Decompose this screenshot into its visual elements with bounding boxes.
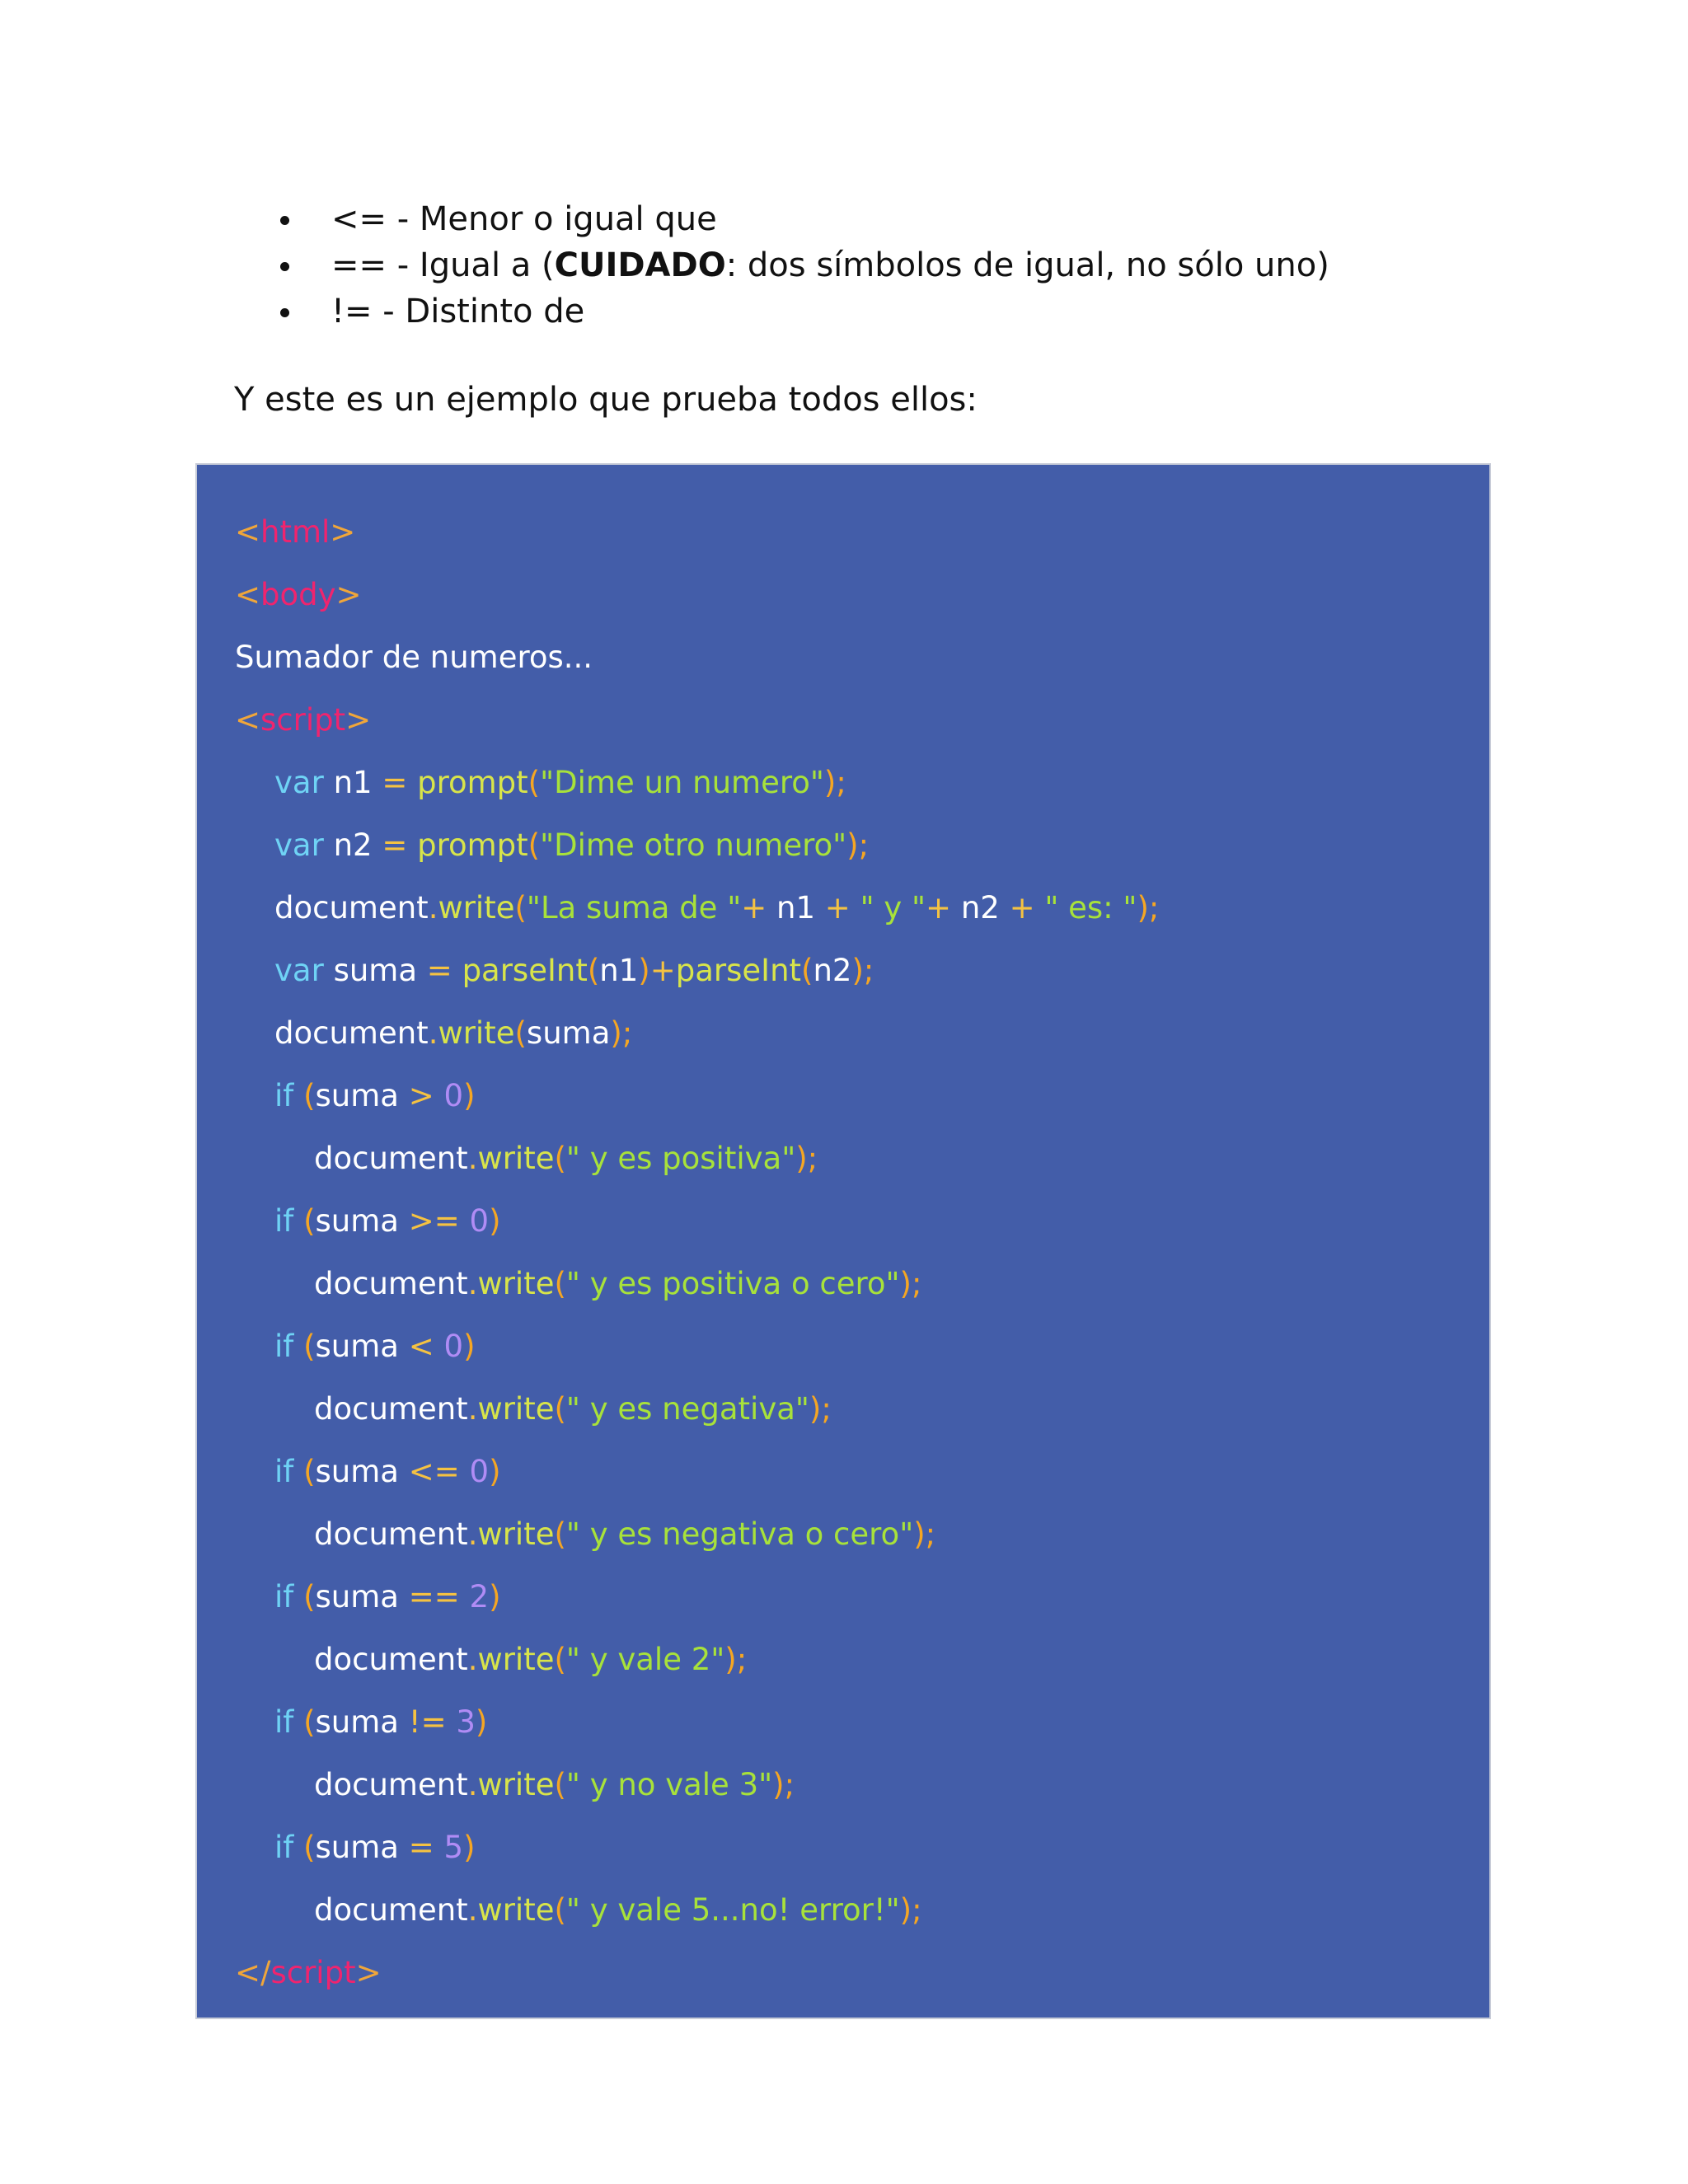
code-line-body-open: <body> (235, 577, 362, 612)
code-line-write-msg: document.write(" y vale 2"); (314, 1642, 748, 1677)
code-line-if: if (suma <= 0) (274, 1454, 501, 1489)
code-line-if: if (suma > 0) (274, 1078, 476, 1113)
code-line-script-close: </script> (235, 1955, 382, 1990)
code-line-script-open: <script> (235, 702, 372, 738)
code-line-write-msg: document.write(" y es positiva"); (314, 1141, 818, 1176)
code-line-if: if (suma >= 0) (274, 1203, 501, 1239)
code-line-write-msg: document.write(" y es positiva o cero"); (314, 1266, 922, 1301)
code-line-write-msg: document.write(" y no vale 3"); (314, 1767, 795, 1802)
code-line-var-n1: var n1 = prompt("Dime un numero"); (274, 765, 846, 800)
code-line-if: if (suma < 0) (274, 1329, 476, 1364)
code-example-block (195, 463, 1491, 2019)
operator-list (280, 196, 1329, 335)
code-line-var-n2: var n2 = prompt("Dime otro numero"); (274, 827, 870, 863)
list-item: <= - Menor o igual que (280, 196, 1329, 242)
code-line-if: if (suma != 3) (274, 1704, 488, 1740)
code-line-write-msg: document.write(" y es negativa"); (314, 1391, 832, 1427)
list-item: != - Distinto de (280, 288, 1329, 335)
code-line-if: if (suma == 2) (274, 1579, 501, 1615)
example-intro: Y este es un ejemplo que prueba todos ellos: (234, 381, 978, 419)
list-item: == - Igual a (CUIDADO: dos símbolos de igual, no sólo uno) (280, 242, 1329, 288)
warning-emphasis: CUIDADO (554, 246, 726, 284)
code-line-write-msg: document.write(" y es negativa o cero"); (314, 1516, 936, 1552)
code-line-write-suma: document.write(suma); (274, 1015, 633, 1051)
bullet-icon (280, 308, 289, 317)
code-line-plain-text: Sumador de numeros... (235, 640, 593, 675)
code-line-if: if (suma = 5) (274, 1830, 476, 1865)
code-line-write-sum-text: document.write("La suma de "+ n1 + " y "+ n2 + " es: "); (274, 890, 1160, 926)
code-line-html-open: <html> (235, 514, 356, 550)
bullet-icon (280, 216, 289, 225)
code-line-write-msg: document.write(" y vale 5...no! error!"); (314, 1892, 922, 1928)
code-lines (235, 501, 1159, 2004)
bullet-icon (280, 262, 289, 271)
code-line-var-suma: var suma = parseInt(n1)+parseInt(n2); (274, 953, 874, 988)
